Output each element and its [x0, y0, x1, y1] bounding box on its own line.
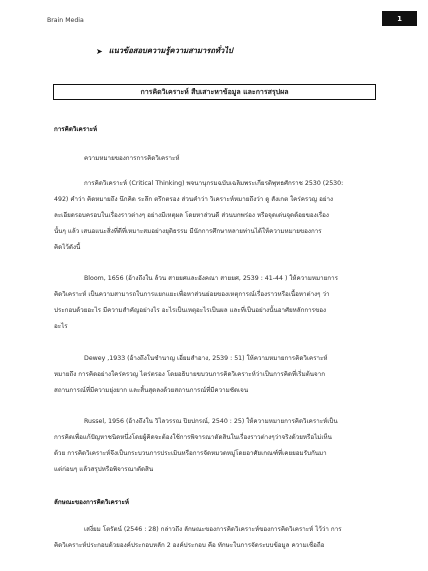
paragraph-line: ด้วย การคิดวิเคราะห์จึงเป็นกระบวนการประเมินหรือการจัดหมวดหมู่โดยอาศัยเกณฑ์ที่เคยยอมรับกันมา: [54, 450, 327, 457]
paragraph-line: การคิดวิเคราะห์ (Critical Thinking) พจนานุกรมฉบับเฉลิมพระเกียรติพุทธศักราช 2530 (2530:: [84, 180, 344, 187]
paragraph-line: นั้นๆ แล้ว เสนอแนะสิ่งที่ดีที่เหมาะสมอย่างยุติธรรม มีนักการศึกษาหลายท่านได้ให้ความหมายของการ: [54, 228, 322, 235]
paragraph-line: อะไร: [54, 323, 68, 330]
page-title: การคิดวิเคราะห์ สืบเสาะหาข้อมูล และการสรุปผล: [140, 87, 289, 96]
page-number-badge: 1: [382, 11, 417, 26]
topic-line: [96, 45, 233, 57]
arrow-right-icon: ➤: [96, 46, 103, 56]
section1-heading: การคิดวิเคราะห์: [54, 126, 98, 133]
header-brand: Brain Media: [47, 17, 84, 24]
paragraph-line: 492) คำว่า คิดหมายถึง นึกคิด ระลึก ตรึกตรอง ส่วนคำว่า วิเคราะห์หมายถึงว่า ดู สังเกต ใคร่ครวญ อย่าง: [54, 196, 334, 203]
topic-text: แนวข้อสอบความรู้ความสามารถทั่วไป: [108, 46, 233, 55]
paragraph-line: Russel, 1956 (อ้างถึงใน วิไลวรรณ ปิยปกรณ์, 2540 : 25) ให้ความหมายการคิดวิเคราะห์เป็น: [84, 418, 338, 425]
paragraph-line: การคิดเพื่อแก้ปัญหาชนิดหนึ่งโดยผู้คิดจะต้องใช้การพิจารณาตัดสินในเรื่องราวต่างๆว่าจริงด้วยหรือไม่เห็น: [54, 434, 332, 441]
section2-heading: ลักษณะของการคิดวิเคราะห์: [54, 499, 130, 506]
section1-subheading: ความหมายของการการคิดวิเคราะห์: [84, 155, 180, 162]
paragraph-line: เสงี่ยม โตรัตน์ (2546 : 28) กล่าวถึง ลักษณะของการคิดวิเคราะห์ของการคิดวิเคราะห์ ไว้ว่า การ: [84, 526, 342, 533]
title-box: [53, 84, 376, 100]
paragraph-line: คิดไว้ดังนี้: [54, 244, 81, 251]
paragraph-line: แต่ก่อนๆ แล้วสรุปหรือพิจารณาตัดสิน: [54, 466, 154, 473]
paragraph-line: Bloom, 1656 (อ้างถึงใน ล้วน สายยศและอังคณา สายยศ, 2539 : 41-44 ) ให้ความหมายการ: [84, 275, 338, 282]
paragraph-line: สถานการณ์ที่มีความยุ่งยาก และสิ้นสุดลงด้วยสถานการณ์ที่มีความชัดเจน: [54, 387, 249, 394]
paragraph-line: Dewey ,1933 (อ้างถึงในชำนาญ เอี่ยมสำอาง, 2539 : 51) ให้ความหมายการคิดวิเคราะห์: [84, 355, 328, 362]
paragraph-line: ละเอียดรอบครอบในเรื่องราวต่างๆ อย่างมีเหตุผล โดยหาส่วนดี ส่วนบกพร่อง หรือจุดเด่นจุดด้อยของเรื่อง: [54, 212, 329, 219]
paragraph-line: หมายถึง การคิดอย่างใคร่ครวญ ไตร่ตรอง โดยอธิบายขบวนการคิดวิเคราะห์ว่าเป็นการคิดที่เริ่มต้นจาก: [54, 371, 325, 378]
paragraph-line: คิดวิเคราะห์ประกอบด้วยองค์ประกอบหลัก 2 องค์ประกอบ คือ ทักษะในการจัดระบบข้อมูล ความเชื่อถือ: [54, 542, 325, 549]
paragraph-line: คิดวิเคราะห์ เป็นความสามารถในการแยกแยะเพื่อหาส่วนย่อยของเหตุการณ์เรื่องราวหรือเนื้อหาต่างๆ ว่า: [54, 291, 330, 298]
paragraph-line: ประกอบด้วยอะไร มีความสำคัญอย่างไร อะไรเป็นเหตุอะไรเป็นผล และที่เป็นอย่างนั้นอาศัยหลักการของ: [54, 307, 327, 314]
